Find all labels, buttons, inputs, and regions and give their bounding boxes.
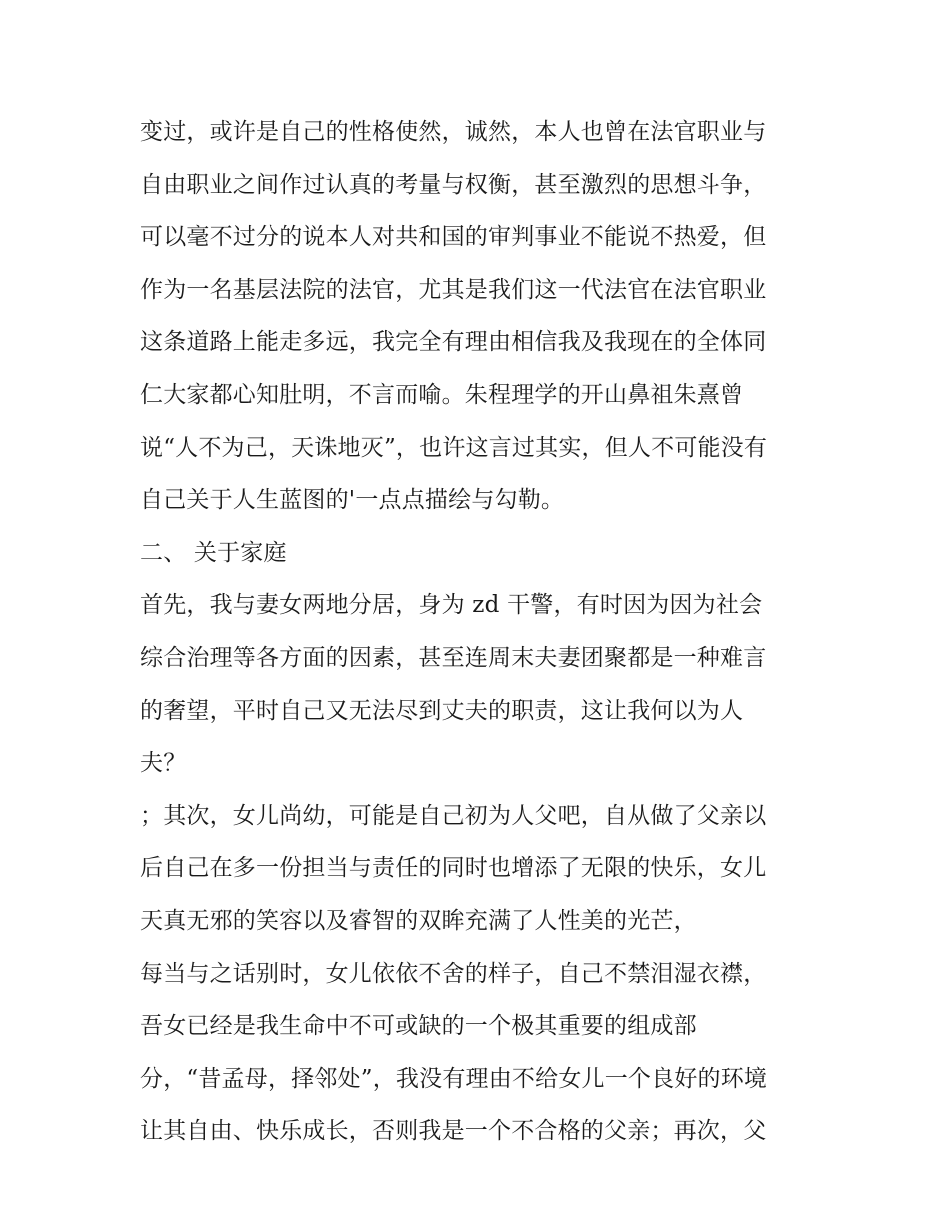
text-line: 自由职业之间作过认真的考量与权衡，甚至激烈的思想斗争， xyxy=(140,171,767,198)
body-text xyxy=(140,106,830,1158)
text-line: 后自己在多一份担当与责任的同时也增添了无限的快乐，女儿 xyxy=(140,855,767,882)
text-line: 天真无邪的笑容以及睿智的双眸充满了人性美的光芒， xyxy=(140,907,697,934)
text-line: ；其次，女儿尚幼，可能是自己初为人父吧，自从做了父亲以 xyxy=(140,802,767,829)
text-line: 变过，或许是自己的性格使然，诚然，本人也曾在法官职业与 xyxy=(140,119,767,145)
text-line: 的奢望，平时自己又无法尽到丈夫的职责，这让我何以为人 xyxy=(140,697,744,724)
section-heading-family: 二、 关于家庭 xyxy=(140,539,287,566)
text-line: 说“人不为己，天诛地灭”，也许这言过其实，但人不可能没有 xyxy=(140,434,768,461)
text-line: 吾女已经是我生命中不可或缺的一个极其重要的组成部 xyxy=(140,1013,697,1040)
text-line: 作为一名基层法院的法官，尤其是我们这一代法官在法官职业 xyxy=(140,276,767,303)
text-line: 仁大家都心知肚明，不言而喻。朱程理学的开山鼻祖朱熹曾 xyxy=(140,381,744,408)
text-line: 可以毫不过分的说本人对共和国的审判事业不能说不热爱，但 xyxy=(140,224,767,251)
text-line: 每当与之话别时，女儿依依不舍的样子，自己不禁泪湿衣襟， xyxy=(140,960,767,987)
text-line: 综合治理等各方面的因素，甚至连周末夫妻团聚都是一种难言 xyxy=(140,644,767,671)
text-line: 分，“昔孟母，择邻处”，我没有理由不给女儿一个良好的环境 xyxy=(140,1065,768,1092)
text-line: 这条道路上能走多远，我完全有理由相信我及我现在的全体同 xyxy=(140,329,767,356)
text-line: 夫？ xyxy=(140,750,187,777)
text-line: 自己关于人生蓝图的'一点点描绘与勾勒。 xyxy=(140,487,565,514)
text-line: 首先，我与妻女两地分居，身为 zd 干警，有时因为因为社会 xyxy=(140,592,763,619)
text-line: 让其自由、快乐成长，否则我是一个不合格的父亲；再次，父 xyxy=(140,1118,767,1145)
